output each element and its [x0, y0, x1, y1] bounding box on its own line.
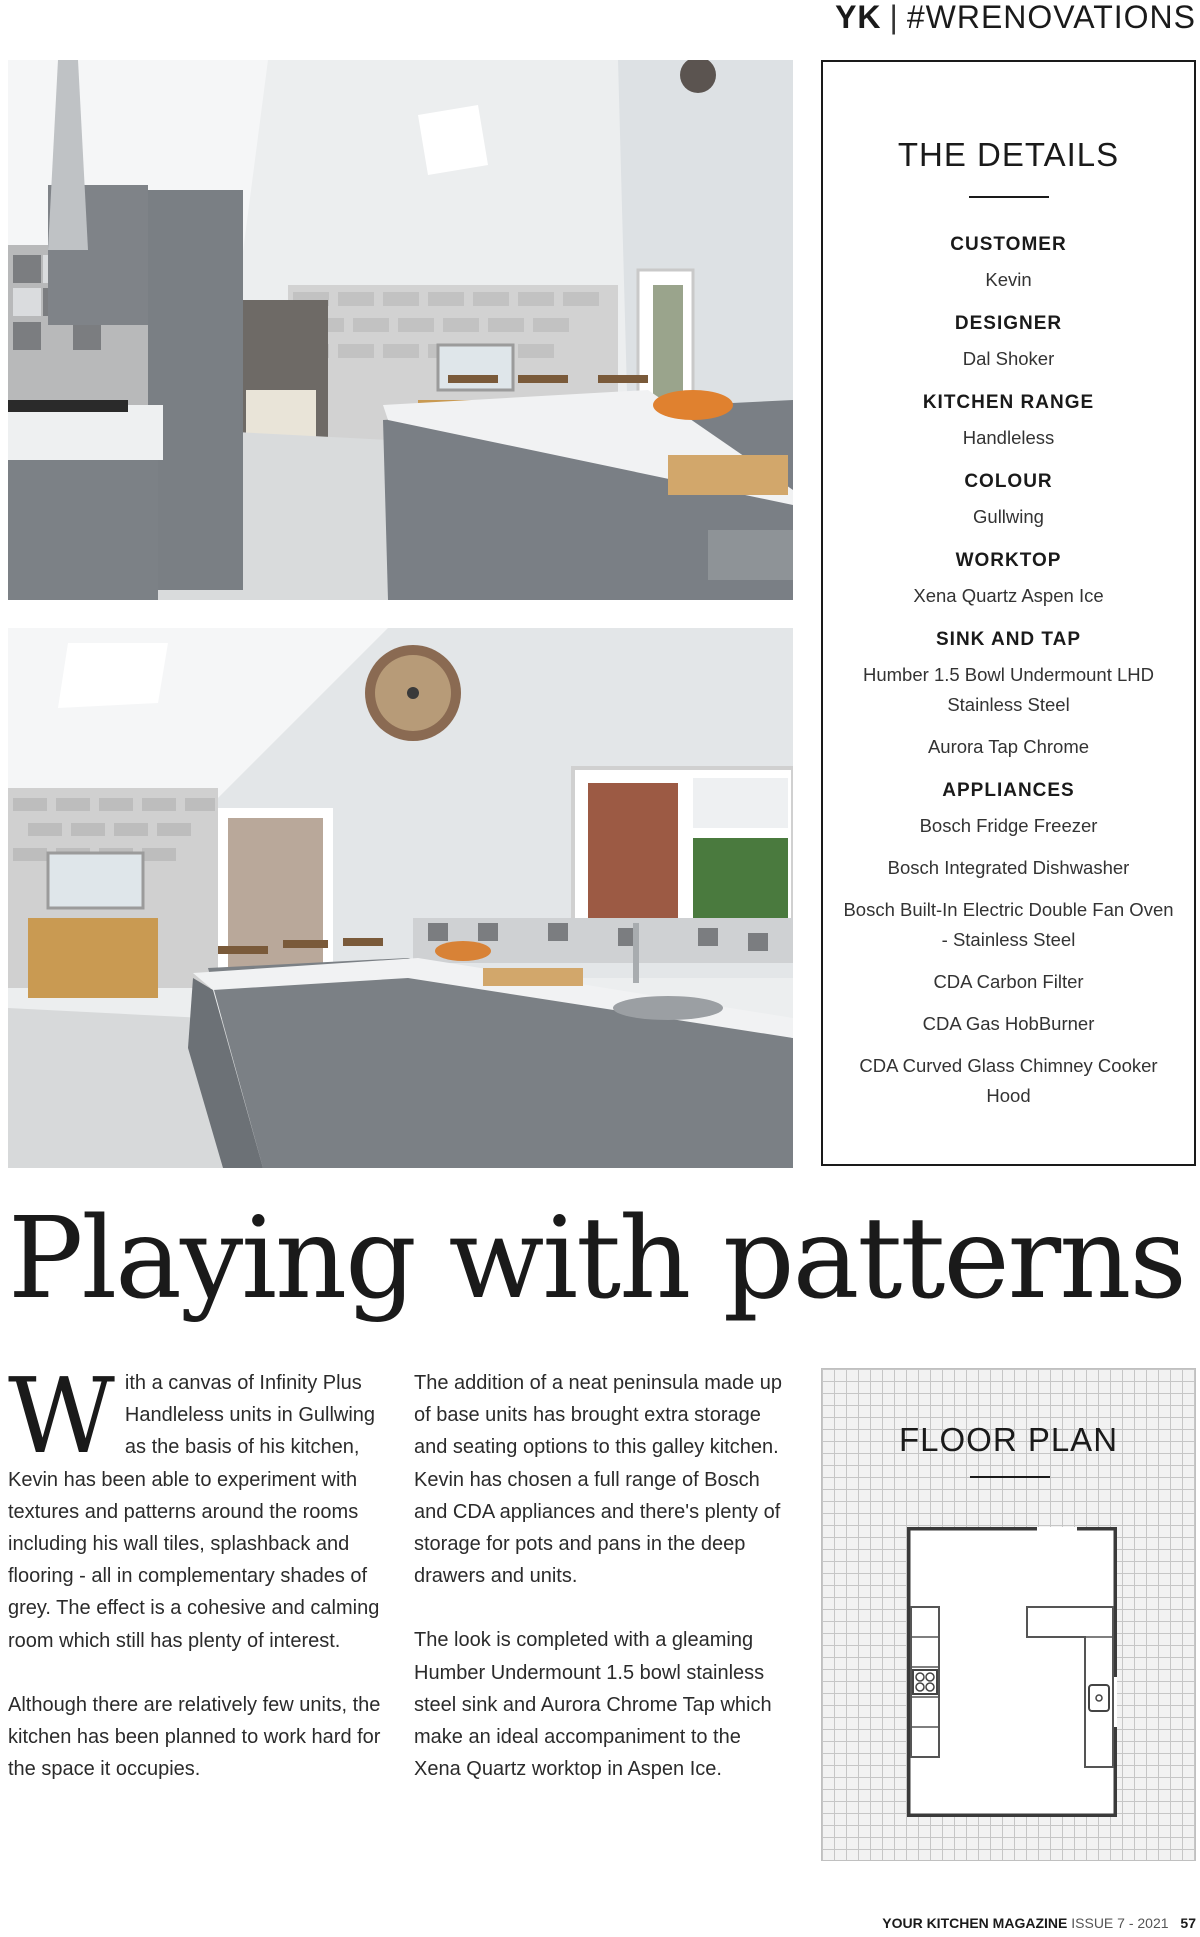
article-column-2 — [414, 1367, 784, 1817]
floor-plan-title-rule — [970, 1476, 1050, 1478]
details-label: CUSTOMER — [950, 234, 1067, 255]
page-number: 57 — [1180, 1915, 1196, 1931]
details-value: Bosch Fridge Freezer — [919, 815, 1098, 836]
issue-label: ISSUE 7 - 2021 — [1071, 1915, 1169, 1931]
details-label: COLOUR — [964, 471, 1053, 492]
details-label: APPLIANCES — [942, 780, 1075, 801]
details-section-sink-and-tap — [823, 629, 1194, 762]
details-section-designer — [823, 313, 1194, 374]
kitchen-photo-top — [8, 60, 793, 600]
details-value: Handleless — [962, 427, 1055, 448]
details-section-colour — [823, 471, 1194, 532]
article-headline: Playing with patterns — [8, 1194, 1185, 1324]
details-value: CDA Curved Glass Chimney Cooker Hood — [859, 1055, 1158, 1106]
details-value: CDA Gas HobBurner — [922, 1013, 1095, 1034]
details-label: WORKTOP — [955, 550, 1062, 571]
header-separator: | — [889, 0, 899, 35]
kitchen-photo-bottom — [8, 628, 793, 1168]
floor-plan-drawing — [907, 1527, 1117, 1817]
kitchen-photo-bottom-illustration — [8, 628, 793, 1168]
drop-cap: W — [8, 1355, 115, 1477]
details-value: Bosch Integrated Dishwasher — [887, 857, 1130, 878]
details-label: KITCHEN RANGE — [922, 392, 1095, 413]
details-section-appliances — [823, 780, 1194, 1111]
kitchen-photo-top-illustration — [8, 60, 793, 600]
article-column-1 — [8, 1355, 393, 1817]
floor-plan-title: FLOOR PLAN — [898, 1421, 1119, 1458]
article-paragraph: Although there are relatively few units, the kitchen has been planned to work hard for the space it occupies. — [8, 1693, 381, 1781]
details-list — [823, 234, 1194, 1111]
details-value: CDA Carbon Filter — [933, 971, 1084, 992]
details-value: Gullwing — [973, 506, 1044, 527]
details-value: Bosch Built-In Electric Double Fan Oven - Stainless Steel — [843, 899, 1174, 950]
brand-mark: YK — [835, 0, 882, 35]
details-section-kitchen-range — [823, 392, 1194, 453]
details-label: DESIGNER — [954, 313, 1063, 334]
details-section-customer — [823, 234, 1194, 295]
details-value: Xena Quartz Aspen Ice — [913, 585, 1104, 606]
details-value: Aurora Tap Chrome — [927, 736, 1090, 757]
article-paragraph: The addition of a neat peninsula made up of base units has brought extra storage and seating options to this galley kitchen. Kevin has chosen a full range of Bosch and CDA appliances and there's plenty of storage for pots and pans in the deep drawers and units. — [414, 1372, 783, 1588]
section-hashtag: #WRENOVATIONS — [906, 0, 1196, 35]
details-section-worktop — [823, 550, 1194, 611]
details-value: Humber 1.5 Bowl Undermount LHD Stainless Steel — [863, 664, 1154, 715]
magazine-name: YOUR KITCHEN MAGAZINE — [882, 1915, 1068, 1931]
article-paragraph — [8, 1355, 393, 1657]
details-title-rule — [969, 196, 1049, 198]
article-paragraph-text: ith a canvas of Infinity Plus Handleless units in Gullwing as the basis of his kitchen, Kevin has been able to experiment with textures and patterns around the rooms including his wall tiles, splashback and flooring - all in complementary shades of grey. The effect is a cohesive and calming room which still has plenty of interest. — [8, 1372, 380, 1652]
details-panel — [821, 60, 1196, 1166]
article-paragraph: The look is completed with a gleaming Humber Undermount 1.5 bowl stainless steel sink and Aurora Chrome Tap which make an ideal accompaniment to the Xena Quartz worktop in Aspen Ice. — [414, 1629, 772, 1781]
details-value: Kevin — [985, 269, 1032, 290]
page-footer — [882, 1915, 1196, 1931]
page-header — [835, 0, 1196, 34]
details-value: Dal Shoker — [962, 348, 1055, 369]
details-label: SINK AND TAP — [936, 629, 1081, 650]
floor-plan-panel — [821, 1368, 1196, 1861]
details-title: THE DETAILS — [897, 136, 1120, 173]
